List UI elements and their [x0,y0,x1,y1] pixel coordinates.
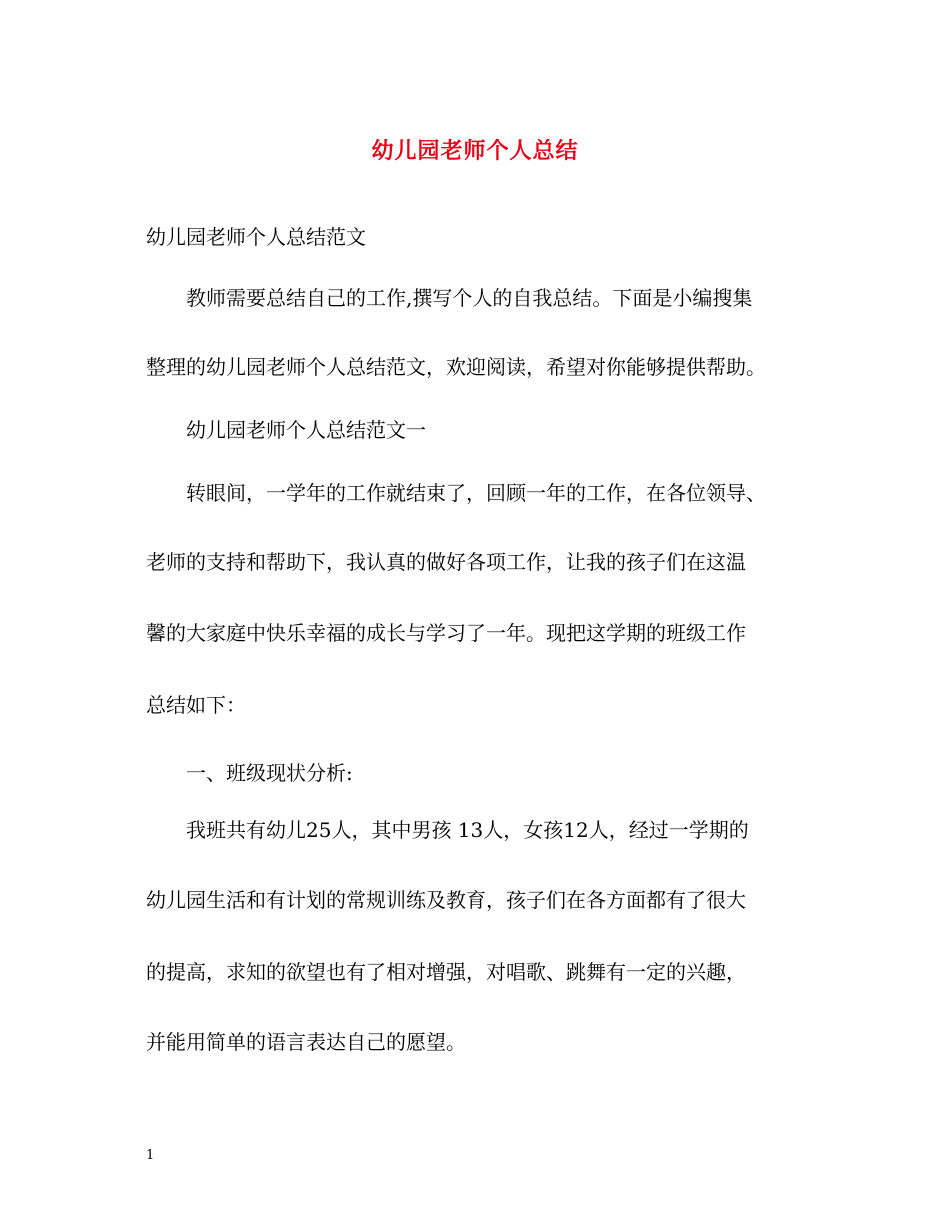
paragraph-line: 转眼间，一学年的工作就结束了，回顾一年的工作，在各位领导、 [186,481,766,505]
section-heading: 一、班级现状分析: [186,761,353,785]
paragraph-line: 馨的大家庭中快乐幸福的成长与学习了一年。现把这学期的班级工作 [146,621,746,645]
paragraph-line: 幼儿园生活和有计划的常规训练及教育，孩子们在各方面都有了很大 [146,888,746,912]
paragraph-line: 的提高，求知的欲望也有了相对增强，对唱歌、跳舞有一定的兴趣， [146,960,746,984]
section-heading: 幼儿园老师个人总结范文一 [186,418,426,442]
paragraph-line: 老师的支持和帮助下，我认真的做好各项工作，让我的孩子们在这温 [146,550,746,574]
paragraph-line: 总结如下： [146,693,246,717]
document-title: 幼儿园老师个人总结 [371,138,579,164]
paragraph-line: 我班共有幼儿25人，其中男孩 13人，女孩12人，经过一学期的 [186,818,749,842]
subtitle-line: 幼儿园老师个人总结范文 [146,225,366,249]
paragraph-line: 教师需要总结自己的工作,撰写个人的自我总结。下面是小编搜集 [186,286,753,310]
paragraph-line: 并能用简单的语言表达自己的愿望。 [146,1030,466,1054]
page-number: 1 [146,1148,155,1163]
paragraph-line: 整理的幼儿园老师个人总结范文，欢迎阅读，希望对你能够提供帮助。 [146,355,766,379]
